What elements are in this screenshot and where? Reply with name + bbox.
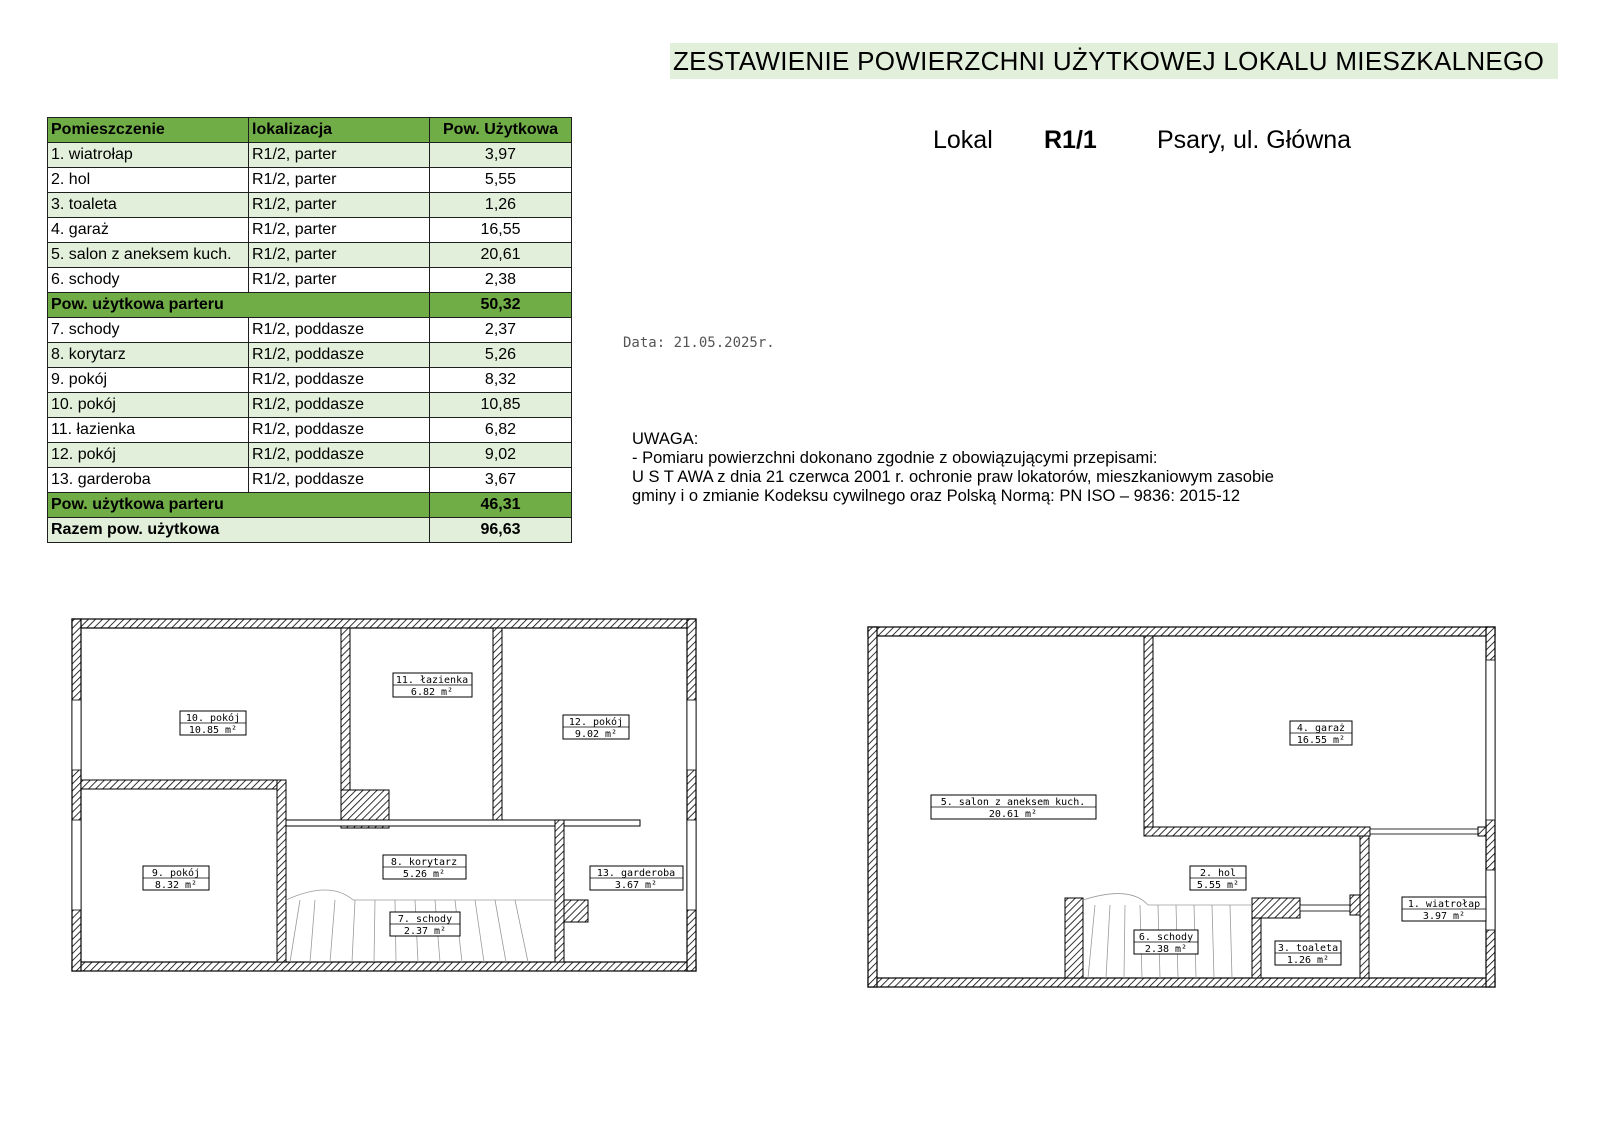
cell-area: 3,97 <box>430 143 572 168</box>
lokal-address: Psary, ul. Główna <box>1157 126 1352 154</box>
cell-area: 2,37 <box>430 318 572 343</box>
wall <box>286 820 640 826</box>
plan-label-r13-name: 13. garderoba <box>596 868 676 879</box>
plan-label-r11-area: 6.82 m² <box>410 687 454 698</box>
total-label: Razem pow. użytkowa <box>48 518 430 543</box>
attic-labels <box>143 673 683 937</box>
wall <box>564 900 588 922</box>
header-area: Pow. Użytkowa <box>430 118 572 143</box>
cell-area: 3,67 <box>430 468 572 493</box>
ground-labels <box>931 721 1486 966</box>
cell-room: 11. łazienka <box>48 418 249 443</box>
plan-label-r6-area: 2.38 m² <box>1144 944 1188 955</box>
plan-label-r7-name: 7. schody <box>397 914 453 925</box>
plan-label-r9-area: 8.32 m² <box>154 880 198 891</box>
plan-label-r4-name: 4. garaż <box>1296 723 1346 734</box>
note-line: UWAGA: <box>632 430 699 448</box>
cell-location: R1/2, parter <box>249 168 430 193</box>
wall <box>555 820 564 962</box>
plan-label-r5-area: 20.61 m² <box>988 809 1038 820</box>
plan-label-r1-name: 1. wiatrołap <box>1407 899 1481 910</box>
plan-label-r9-name: 9. pokój <box>151 868 201 879</box>
cell-location: R1/2, poddasze <box>249 393 430 418</box>
cell-location: R1/2, parter <box>249 218 430 243</box>
cell-area: 2,38 <box>430 268 572 293</box>
wall <box>1360 836 1369 978</box>
subtotal-label: Pow. użytkowa parteru <box>48 293 430 318</box>
plan-label-r8-name: 8. korytarz <box>390 857 458 868</box>
cell-room: 4. garaż <box>48 218 249 243</box>
plan-label-r12-area: 9.02 m² <box>574 729 618 740</box>
cell-room: 12. pokój <box>48 443 249 468</box>
cell-area: 8,32 <box>430 368 572 393</box>
cell-area: 9,02 <box>430 443 572 468</box>
note-line: U S T AWA z dnia 21 czerwca 2001 r. ochronie praw lokatorów, mieszkaniowym zasobie <box>632 468 1274 486</box>
plan-label-r8-area: 5.26 m² <box>402 869 446 880</box>
wall <box>72 962 696 971</box>
attic-plan <box>72 619 696 971</box>
wall <box>868 627 1495 636</box>
cell-location: R1/2, parter <box>249 268 430 293</box>
cell-room: 7. schody <box>48 318 249 343</box>
plan-label-r5-name: 5. salon z aneksem kuch. <box>940 797 1086 808</box>
plan-label-r4-area: 16.55 m² <box>1296 735 1346 746</box>
cell-area: 5,55 <box>430 168 572 193</box>
cell-location: R1/2, parter <box>249 193 430 218</box>
cell-area: 10,85 <box>430 393 572 418</box>
cell-room: 9. pokój <box>48 368 249 393</box>
plan-label-r3-area: 1.26 m² <box>1286 955 1330 966</box>
note-line: - Pomiaru powierzchni dokonano zgodnie z obowiązującymi przepisami: <box>632 449 1158 467</box>
wall <box>81 780 286 789</box>
wall <box>493 628 502 820</box>
cell-location: R1/2, poddasze <box>249 418 430 443</box>
wall <box>1252 918 1261 978</box>
wall <box>1144 636 1153 836</box>
plan-label-r7-area: 2.37 m² <box>403 926 447 937</box>
wall <box>868 978 1495 987</box>
cell-location: R1/2, parter <box>249 243 430 268</box>
wall <box>72 619 81 971</box>
wall <box>1144 827 1370 836</box>
cell-room: 6. schody <box>48 268 249 293</box>
wall <box>1252 898 1300 918</box>
cell-room: 5. salon z aneksem kuch. <box>48 243 249 268</box>
wall <box>72 619 696 628</box>
wall <box>868 627 877 987</box>
page-title: ZESTAWIENIE POWIERZCHNI UŻYTKOWEJ LOKALU MIESZKALNEGO <box>673 46 1545 76</box>
subtotal-area: 46,31 <box>430 493 572 518</box>
cell-location: R1/2, poddasze <box>249 368 430 393</box>
ground-plan <box>868 627 1495 987</box>
plan-label-r10-name: 10. pokój <box>185 713 241 724</box>
plan-label-r2-name: 2. hol <box>1199 868 1237 879</box>
total-area: 96,63 <box>430 518 572 543</box>
plan-label-r10-area: 10.85 m² <box>188 725 238 736</box>
cell-room: 2. hol <box>48 168 249 193</box>
lokal-number: R1/1 <box>1044 126 1097 154</box>
cell-area: 20,61 <box>430 243 572 268</box>
cell-area: 1,26 <box>430 193 572 218</box>
cell-area: 5,26 <box>430 343 572 368</box>
wall <box>1065 898 1083 978</box>
subtotal-label: Pow. użytkowa parteru <box>48 493 430 518</box>
wall <box>277 780 286 962</box>
cell-area: 6,82 <box>430 418 572 443</box>
cell-area: 16,55 <box>430 218 572 243</box>
subtotal-area: 50,32 <box>430 293 572 318</box>
note-line: gminy i o zmianie Kodeksu cywilnego oraz Polską Normą: PN ISO – 9836: 2015-12 <box>632 487 1241 505</box>
lokal-label: Lokal <box>933 126 993 154</box>
plan-label-r11-name: 11. łazienka <box>395 675 469 686</box>
header-location: lokalizacja <box>249 118 430 143</box>
cell-room: 8. korytarz <box>48 343 249 368</box>
plan-label-r3-name: 3. toaleta <box>1277 943 1339 954</box>
header-room: Pomieszczenie <box>48 118 249 143</box>
cell-location: R1/2, parter <box>249 143 430 168</box>
cell-room: 13. garderoba <box>48 468 249 493</box>
wall <box>341 628 350 800</box>
cell-location: R1/2, poddasze <box>249 468 430 493</box>
plan-label-r1-area: 3.97 m² <box>1422 911 1466 922</box>
cell-room: 1. wiatrołap <box>48 143 249 168</box>
plan-label-r6-name: 6. schody <box>1138 932 1194 943</box>
cell-location: R1/2, poddasze <box>249 343 430 368</box>
cell-location: R1/2, poddasze <box>249 318 430 343</box>
wall <box>687 619 696 971</box>
cell-room: 3. toaleta <box>48 193 249 218</box>
plan-label-r13-area: 3.67 m² <box>614 880 658 891</box>
plan-label-r2-area: 5.55 m² <box>1196 880 1240 891</box>
plan-label-r12-name: 12. pokój <box>568 717 624 728</box>
cell-location: R1/2, poddasze <box>249 443 430 468</box>
cell-room: 10. pokój <box>48 393 249 418</box>
date-line: Data: 21.05.2025r. <box>623 335 775 351</box>
